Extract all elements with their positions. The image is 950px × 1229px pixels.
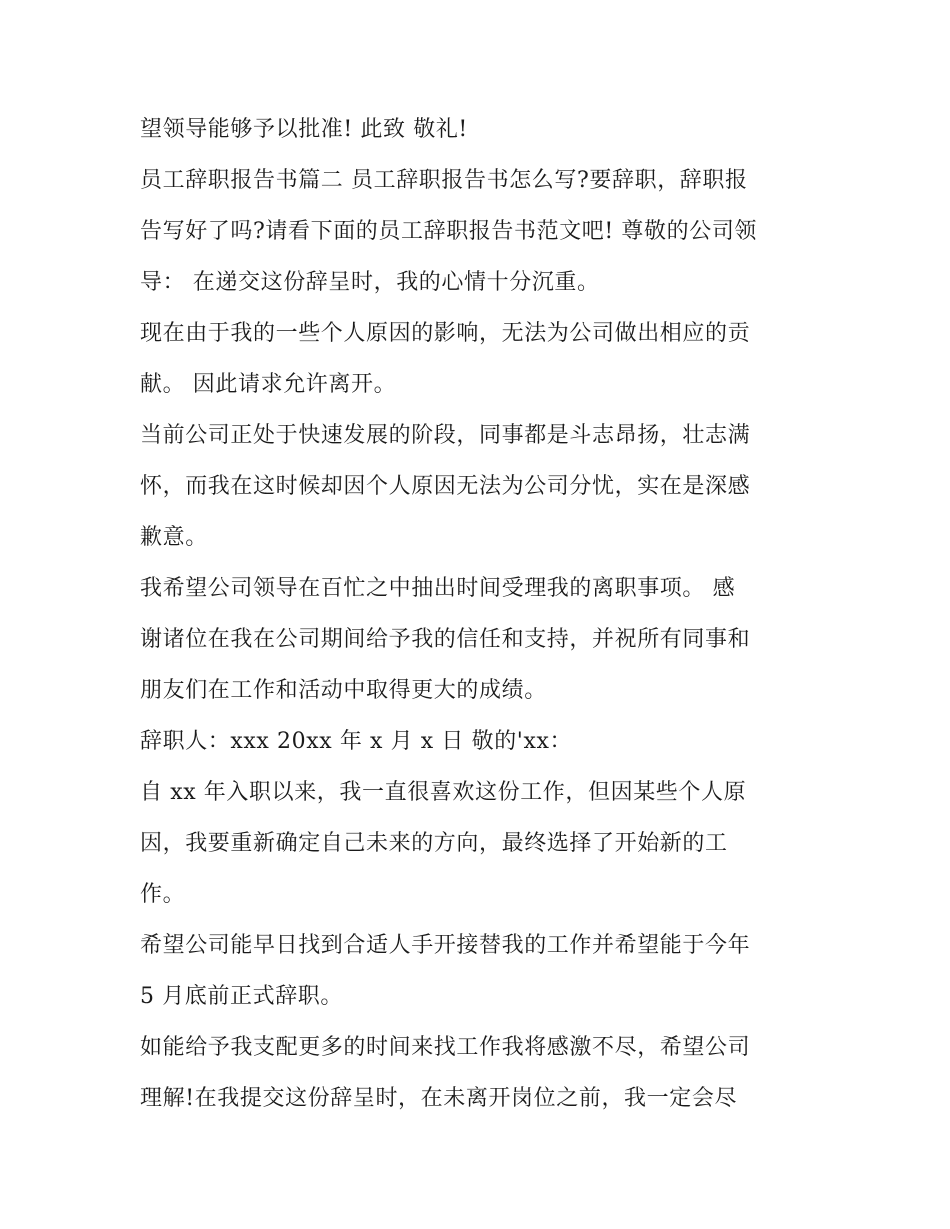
text-line: 辞职人：xxx 20xx 年 x 月 x 日 敬的'xx：: [140, 729, 573, 754]
text-line: 当前公司正处于快速发展的阶段，同事都是斗志昂扬，壮志满: [140, 423, 751, 448]
text-line: 员工辞职报告书篇二 员工辞职报告书怎么写?要辞职，辞职报: [140, 168, 748, 193]
text-line: 5 月底前正式辞职。: [140, 984, 343, 1009]
text-line: 自 xx 年入职以来，我一直很喜欢这份工作，但因某些个人原: [140, 780, 747, 805]
text-line: 如能给予我支配更多的时间来找工作我将感激不尽，希望公司: [140, 1035, 751, 1060]
text-line: 现在由于我的一些个人原因的影响，无法为公司做出相应的贡: [140, 321, 751, 346]
text-line: 歉意。: [140, 525, 208, 550]
text-line: 告写好了吗?请看下面的员工辞职报告书范文吧! 尊敬的公司领: [140, 219, 758, 244]
text-line: 朋友们在工作和活动中取得更大的成绩。: [140, 678, 547, 703]
text-line: 理解!在我提交这份辞呈时，在未离开岗位之前，我一定会尽: [140, 1086, 738, 1111]
text-line: 怀，而我在这时候却因个人原因无法为公司分忧，实在是深感: [140, 474, 751, 499]
text-line: 作。: [140, 882, 186, 907]
text-line: 导： 在递交这份辞呈时，我的心情十分沉重。: [140, 270, 600, 295]
document-body: [140, 104, 820, 1124]
text-line: 望领导能够予以批准! 此致 敬礼!: [140, 117, 468, 142]
text-line: 献。 因此请求允许离开。: [140, 372, 397, 397]
text-line: 希望公司能早日找到合适人手开接替我的工作并希望能于今年: [140, 933, 751, 958]
text-line: 谢诸位在我在公司期间给予我的信任和支持，并祝所有同事和: [140, 627, 751, 652]
text-line: 因，我要重新确定自己未来的方向，最终选择了开始新的工: [140, 831, 728, 856]
text-line: 我希望公司领导在百忙之中抽出时间受理我的离职事项。 感: [140, 576, 736, 601]
